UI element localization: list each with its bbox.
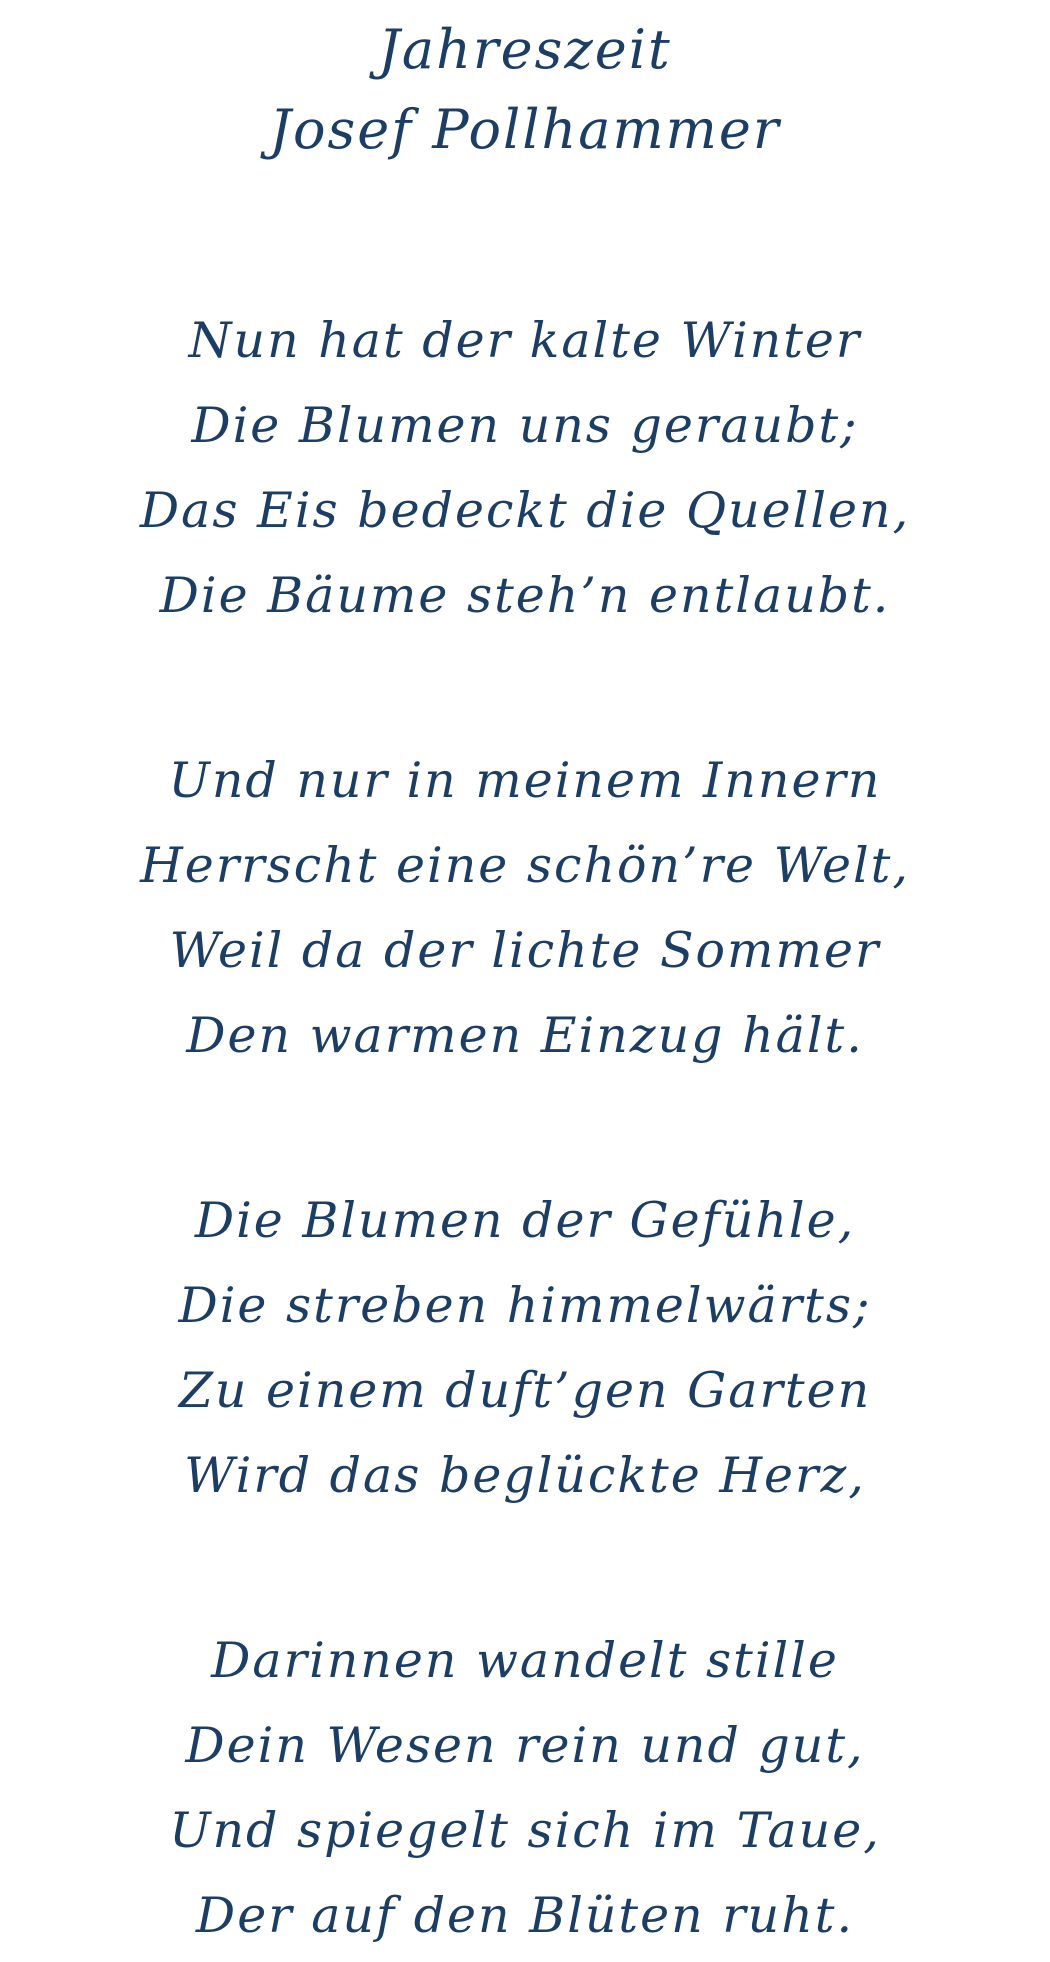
poem-line: Nun hat der kalte Winter bbox=[188, 312, 862, 369]
stanza-2 bbox=[0, 738, 1050, 1078]
poem-title: Jahreszeit bbox=[378, 18, 672, 81]
stanza-4 bbox=[0, 1618, 1050, 1958]
poem-line: Die Blumen uns geraubt; bbox=[191, 397, 859, 454]
poem-line: Die Bäume steh’n entlaubt. bbox=[159, 567, 891, 624]
poem-line: Den warmen Einzug hält. bbox=[186, 1007, 864, 1064]
poem-line: Zu einem duft’gen Garten bbox=[178, 1362, 872, 1419]
stanza-1 bbox=[0, 298, 1050, 638]
poem-line: Und spiegelt sich im Taue, bbox=[169, 1802, 881, 1859]
poem-line: Weil da der lichte Sommer bbox=[169, 922, 881, 979]
poem-line: Wird das beglückte Herz, bbox=[184, 1447, 866, 1504]
title-block bbox=[0, 10, 1050, 170]
poem-line: Und nur in meinem Innern bbox=[168, 752, 882, 809]
poem-line: Die Blumen der Gefühle, bbox=[194, 1192, 856, 1249]
poem-line: Die streben himmelwärts; bbox=[178, 1277, 872, 1334]
stanza-3 bbox=[0, 1178, 1050, 1518]
poem-line: Das Eis bedeckt die Quellen, bbox=[139, 482, 911, 539]
poem-line: Dein Wesen rein und gut, bbox=[185, 1717, 865, 1774]
poem-line: Darinnen wandelt stille bbox=[211, 1632, 839, 1689]
poem-line: Der auf den Blüten ruht. bbox=[195, 1887, 855, 1944]
poem-line: Herrscht eine schön’re Welt, bbox=[140, 837, 910, 894]
poem-author: Josef Pollhammer bbox=[269, 98, 781, 161]
